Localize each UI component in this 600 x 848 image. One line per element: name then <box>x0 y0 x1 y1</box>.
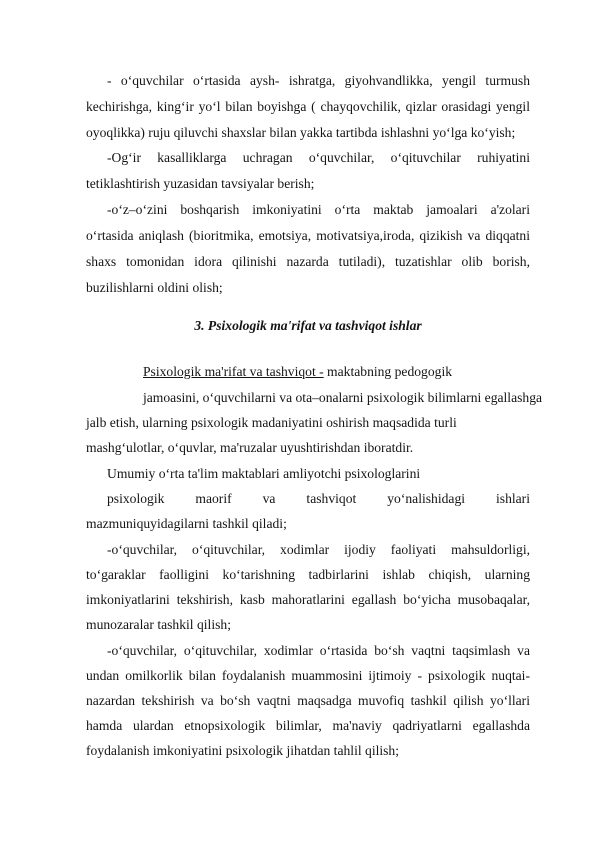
text-line: Umumiy o‘rta ta'lim maktablari amliyotchi psixologlarini <box>107 466 421 481</box>
text-line: -Og‘ir kasalliklarga uchragan o‘quvchilar, o‘qituvchilar ruhiyatini <box>107 150 530 165</box>
text-line: - o‘quvchilar o‘rtasida aysh- ishratga, giyohvandlikka, yengil turmush <box>107 73 530 88</box>
text-line: hamda ulardan etnopsixologik bilimlar, ma'naviy qadriyatlarni egallashda <box>86 718 530 733</box>
text-line: to‘garaklar faolligini ko‘tarishning tadbirlarini ishlab chiqish, ularning <box>86 567 530 582</box>
text-line: undan omilkorlik bilan foydalanish muammosini ijtimoiy - psixologik nuqtai- <box>86 668 530 683</box>
text-line: kechirishga, king‘ir yo‘l bilan boyishga ( chayqovchilik, qizlar orasidagi yengil <box>86 99 530 114</box>
text-line: mazmuniquyidagilarni tashkil qiladi; <box>86 516 287 531</box>
definition-text: maktabning pedogogik <box>323 364 453 379</box>
definition-line <box>143 364 530 380</box>
text-line: -o‘z–o‘zini boshqarish imkoniyatini o‘rta maktab jamoalari a'zolari <box>107 202 530 217</box>
text-line: oyoqlikka) ruju qiluvchi shaxslar bilan yakka tartibda ishlashni yo‘lga ko‘yish; <box>86 125 516 140</box>
text-line: -o‘quvchilar, o‘qituvchilar, xodimlar ijodiy faoliyati mahsuldorligi, <box>107 542 530 557</box>
text-line: foydalanish imkoniyatini psixologik jihatdan tahlil qilish; <box>86 743 400 758</box>
text-line: jamoasini, o‘quvchilarni va ota–onalarni psixologik bilimlarni egallashga <box>143 390 543 405</box>
section-heading: 3. Psixologik ma'rifat va tashviqot ishlar <box>194 318 422 333</box>
text-line: psixologik maorif va tashviqot yo‘nalishidagi ishlari <box>107 491 530 506</box>
definition-term: Psixologik ma'rifat va tashviqot - <box>143 364 324 379</box>
text-line: imkoniyatlarini tekshirish, kasb mahoratlarini egallash bo‘yicha musobaqalar, <box>86 592 530 607</box>
text-line: -o‘quvchilar, o‘qituvchilar, xodimlar o‘rtasida bo‘sh vaqtni taqsimlash va <box>107 643 530 658</box>
text-line: mashg‘ulotlar, o‘quvlar, ma'ruzalar uyushtirishdan iboratdir. <box>86 440 414 455</box>
text-line: o‘rtasida aniqlash (bioritmika, emotsiya, motivatsiya,iroda, qizikish va diqqatni <box>86 228 530 243</box>
text-line: jalb etish, ularning psixologik madaniyatini oshirish maqsadida turli <box>86 415 457 430</box>
text-line: munozaralar tashkil qilish; <box>86 617 231 632</box>
text-line: buzilishlarni oldini olish; <box>86 280 223 295</box>
text-line: tetiklashtirish yuzasidan tavsiyalar berish; <box>86 176 315 191</box>
text-line: nazardan tekshirish va bo‘sh vaqtni maqsadga muvofiq tashkil qilish yo‘llari <box>86 693 530 708</box>
text-line: shaxs tomonidan idora qilinishi nazarda tutiladi), tuzatishlar olib borish, <box>86 254 530 269</box>
